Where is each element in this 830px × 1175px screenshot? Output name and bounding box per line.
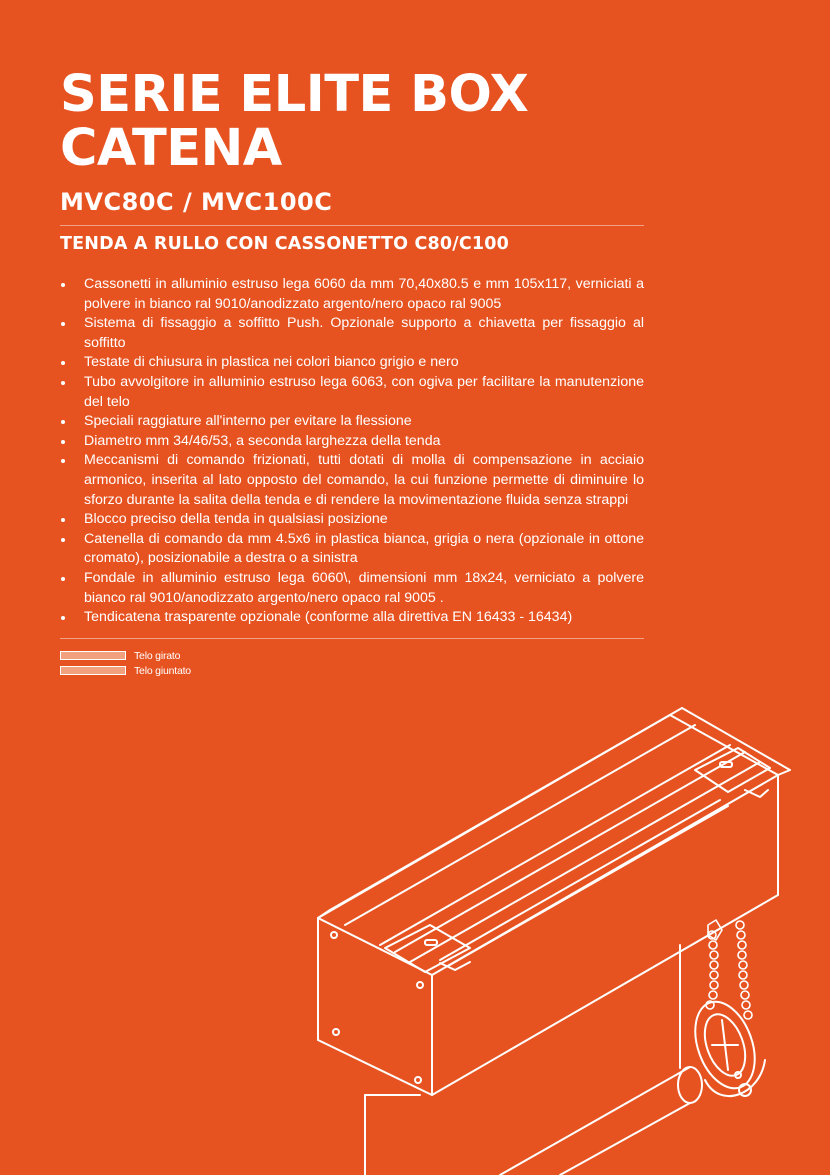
feature-item: Speciali raggiature all'interno per evitare la flessione [60,412,644,432]
front-bracket [385,925,470,972]
control-chain [706,920,752,1019]
feature-item: Catenella di comando da mm 4.5x6 in plastica bianca, grigia o nera (opzionale in ottone cromato), posizionabile a destra o a sinistra [60,530,644,569]
feature-item: Blocco preciso della tenda in qualsiasi posizione [60,510,644,530]
feature-item: Tendicatena trasparente opzionale (conforme alla direttiva EN 16433 - 16434) [60,608,644,628]
title-line-1: SERIE ELITE BOX [60,65,529,124]
legend-item-telo-giuntato [60,663,191,678]
divider-bottom [60,638,644,639]
title-line-2: CATENA [60,119,282,178]
feature-item: Cassonetti in alluminio estruso lega 6060 da mm 70,40x80.5 e mm 105x117, verniciati a polvere in bianco ral 9010/anodizzato argento/nero opaco ral 9005 [60,275,644,314]
bottom-bar [500,1067,702,1175]
back-bracket [695,748,770,797]
feature-item: Tubo avvolgitore in alluminio estruso lega 6063, con ogiva per facilitare la manutenzione del telo [60,373,644,412]
legend-item-telo-girato [60,648,191,663]
divider-top [60,225,644,226]
model-codes: MVC80C / MVC100C [60,188,333,216]
feature-list [60,275,644,628]
chain-control-mechanism [684,993,766,1096]
feature-item: Testate di chiusura in plastica nei colori bianco grigio e nero [60,353,644,373]
feature-item: Sistema di fissaggio a soffitto Push. Opzionale supporto a chiavetta per fissaggio al soffitto [60,314,644,353]
legend-label: Telo girato [134,649,181,662]
fabric-swatch [60,651,126,660]
feature-item: Fondale in alluminio estruso lega 6060\, dimensioni mm 18x24, verniciato a polvere bianco ral 9010/anodizzato argento/nero opaco ral 9005 . [60,569,644,608]
legend-label: Telo giuntato [134,664,191,677]
cassette-front-end-cap [318,918,432,1095]
fabric-swatch [60,666,126,675]
feature-item: Meccanismi di comando frizionati, tutti dotati di molla di compensazione in acciaio armonico, inserita al lato opposto del comando, la cui funzione permette di diminuire lo sforzo durante la salita della tenda e di rendere la movimentazione fluida senza strappi [60,451,644,510]
product-subtitle: TENDA A RULLO CON CASSONETTO C80/C100 [60,234,510,254]
fabric-legend [60,648,191,678]
roller-blind-illustration [300,700,830,1175]
feature-item: Diametro mm 34/46/53, a seconda larghezza della tenda [60,432,644,452]
product-title [60,65,660,178]
